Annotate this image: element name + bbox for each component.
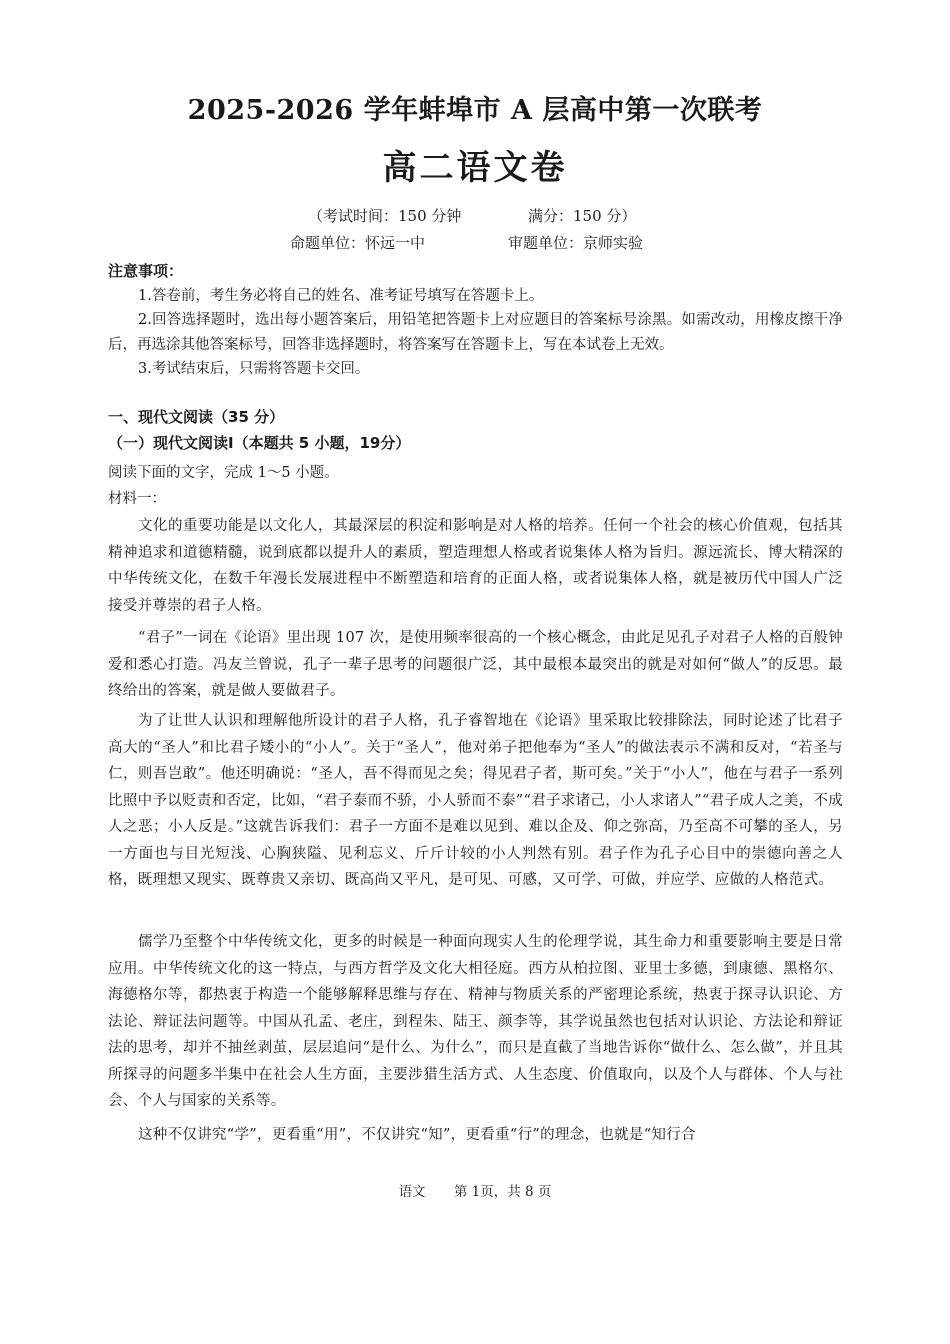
note-item-1: 1.答卷前，考生务必将自己的姓名、准考证号填写在答题卡上。: [138, 288, 544, 304]
paragraph-3: 为了让世人认识和理解他所设计的君子人格，孔子睿智地在《论语》里采取比较排除法，同时论述了比君子高大的“圣人”和比君子矮小的“小人”。关于“圣人”，他对弟子把他奉为“圣人”的做法表示不满和反对，“若圣与仁，则吾岂敢”。他还明确说：“圣人，吾不得而见之矣；得见君子者，斯可矣。”关于“小人”，他在与君子一系列比照中予以贬责和否定，比如，“君子泰而不骄，小人骄而不泰”“君子求诸己，小人求诸人”“君子成人之美，不成人之恶；小人反是。”这就告诉我们：君子一方面不是难以见到、难以企及、仰之弥高，乃至高不可攀的圣人，另一方面也与目光短浅、心胸狭隘、见利忘义、斤斤计较的小人判然有别。君子作为孔子心目中的崇德向善之人格，既理想又现实、既尊贵又亲切、既高尚又平凡，是可见、可感，又可学、可做，并应学、应做的人格范式。: [108, 713, 843, 888]
section-heading: 一、现代文阅读（35 分）: [108, 408, 285, 426]
footer-subject: 语文: [398, 1184, 426, 1200]
material-label: 材料一：: [108, 491, 166, 507]
footer-page-number: 第 1页，共 8 页: [453, 1184, 552, 1200]
subsection-heading: （一）现代文阅读Ⅰ（本题共 5 小题，19分）: [108, 434, 411, 452]
page-footer: [0, 1180, 950, 1200]
setter-unit: 命题单位：怀远一中: [290, 234, 426, 252]
reviewer-unit: 审题单位：京师实验: [508, 234, 644, 252]
paragraph-1: 文化的重要功能是以文化人，其最深层的积淀和影响是对人格的培养。任何一个社会的核心价值观，包括其精神追求和道德精髓，说到底都以提升人的素质，塑造理想人格或者说集体人格为旨归。源远流长、博大精深的中华传统文化，在数千年漫长发展进程中不断塑造和培育的正面人格，或者说集体人格，就是被历代中国人广泛接受并尊崇的君子人格。: [108, 518, 843, 614]
exam-time: （考试时间：150 分钟: [308, 207, 462, 225]
notes-heading: 注意事项：: [108, 262, 184, 280]
reading-instruction: 阅读下面的文字，完成 1～5 小题。: [108, 465, 339, 481]
note-item-2: 2.回答选择题时，选出每小题答案后，用铅笔把答题卡上对应题目的答案标号涂黑。如需改动，用橡皮擦干净后，再选涂其他答案标号，回答非选择题时，将答案写在答题卡上，写在本试卷上无效。: [108, 312, 843, 353]
exam-subtitle: 高二语文卷: [382, 148, 568, 188]
paragraph-4: 儒学乃至整个中华传统文化，更多的时候是一种面向现实人生的伦理学说，其生命力和重要影响主要是日常应用。中华传统文化的这一特点，与西方哲学及文化大相径庭。西方从柏拉图、亚里士多德，到康德、黑格尔、海德格尔等，都热衷于构造一个能够解释思维与存在、精神与物质关系的严密理论系统，热衷于探寻认识论、方法论、辩证法问题等。中国从孔孟、老庄，到程朱、陆王、颜李等，其学说虽然也包括对认识论、方法论和辩证法的思考，却并不抽丝剥茧，层层追问“是什么、为什么”，而只是直截了当地告诉你“做什么、怎么做”，并且其所探寻的问题多半集中在社会人生方面，主要涉猎生活方式、人生态度、价值取向，以及个人与群体、个人与社会、个人与国家的关系等。: [108, 934, 843, 1109]
note-item-3: 3.考试结束后，只需将答题卡交回。: [138, 361, 370, 377]
exam-title: 2025-2026 学年蚌埠市 A 层高中第一次联考: [187, 95, 763, 126]
paragraph-2: “君子”一词在《论语》里出现 107 次，是使用频率很高的一个核心概念，由此足见孔子对君子人格的百般钟爱和悉心打造。冯友兰曾说，孔子一辈子思考的问题很广泛，其中最根本最突出的就是对如何“做人”的反思。最终给出的答案，就是做人要做君子。: [108, 630, 844, 699]
full-score: 满分：150 分）: [528, 207, 637, 225]
paragraph-5: 这种不仅讲究“学”，更看重“用”，不仅讲究“知”，更看重“行”的理念，也就是“知行合: [138, 1127, 696, 1143]
